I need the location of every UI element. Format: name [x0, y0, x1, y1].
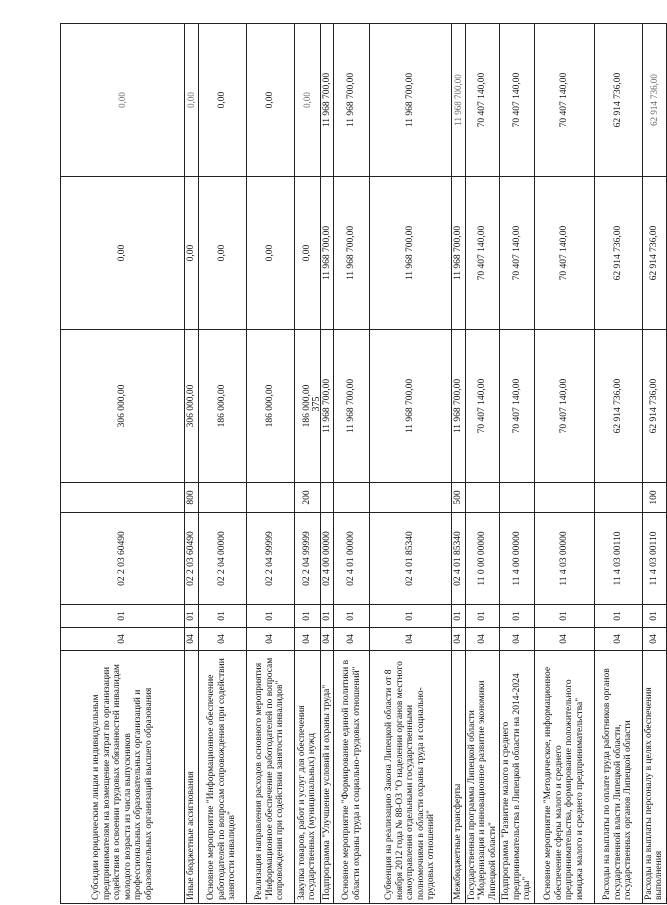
row-name: Основное мероприятие "Информационное обеспечение работодателей по вопросам сопровождения при содействии занятости инвалидов": [198, 651, 246, 904]
table-row: [642, 24, 666, 904]
section-code: 04: [61, 628, 185, 651]
table-row: [370, 24, 452, 904]
target-article-code: 11 0 00 00000: [465, 513, 500, 605]
amount-year-2: 70 407 140,00: [534, 177, 594, 330]
expense-type-code: 500: [452, 483, 466, 513]
expense-type-code: [320, 483, 334, 513]
target-article-code: 11 4 00 00000: [500, 513, 535, 605]
amount-year-1: 186 000,00: [246, 330, 294, 483]
row-name: Закупка товаров, работ и услуг для обеспечения государственных (муниципальных) нужд: [294, 651, 320, 904]
table-row: [198, 24, 246, 904]
row-name: Расходы на выплаты по оплате труда работников органов государственной власти Липецкой области, государственных органов Липецкой области: [594, 651, 642, 904]
section-code: 04: [334, 628, 370, 651]
target-article-code: 02 2 04 99999: [294, 513, 320, 605]
amount-year-3: 11 968 700,00: [320, 24, 334, 177]
amount-year-2: 0,00: [246, 177, 294, 330]
table-row: [452, 24, 466, 904]
expense-type-code: [61, 483, 185, 513]
expense-type-code: [500, 483, 535, 513]
amount-year-2: 11 968 700,00: [452, 177, 466, 330]
expense-type-code: [594, 483, 642, 513]
section-code: 04: [500, 628, 535, 651]
amount-year-1: 62 914 736,00: [642, 330, 666, 483]
amount-year-1: 70 407 140,00: [465, 330, 500, 483]
target-article-code: 02 4 01 85340: [452, 513, 466, 605]
subsection-code: 01: [320, 605, 334, 628]
subsection-code: 01: [534, 605, 594, 628]
subsection-code: 01: [465, 605, 500, 628]
amount-year-1: 70 407 140,00: [534, 330, 594, 483]
budget-table: [60, 23, 667, 904]
section-code: 04: [246, 628, 294, 651]
row-name: Реализация направления расходов основного мероприятия "Информационное обеспечение работодателей по вопросам сопровождения при содействии занятости инвалидов": [246, 651, 294, 904]
table-row: [334, 24, 370, 904]
amount-year-3: 11 968 700,00: [370, 24, 452, 177]
page-number: 375: [311, 396, 322, 412]
amount-year-1: 11 968 700,00: [320, 330, 334, 483]
amount-year-3: 0,00: [61, 24, 185, 177]
amount-year-2: 70 407 140,00: [500, 177, 535, 330]
amount-year-2: 11 968 700,00: [320, 177, 334, 330]
table-row: [465, 24, 500, 904]
amount-year-1: 11 968 700,00: [334, 330, 370, 483]
row-name: Основное мероприятие "Формирование единой политики в области охраны труда и социально-трудовых отношений": [334, 651, 370, 904]
amount-year-3: 0,00: [294, 24, 320, 177]
table-row: [246, 24, 294, 904]
subsection-code: 01: [594, 605, 642, 628]
subsection-code: 01: [61, 605, 185, 628]
subsection-code: 01: [294, 605, 320, 628]
amount-year-3: 70 407 140,00: [465, 24, 500, 177]
amount-year-2: 70 407 140,00: [465, 177, 500, 330]
row-name: Подпрограмма "Развитие малого и среднего предпринимательства в Липецкой области на 2014-2024 годы": [500, 651, 535, 904]
expense-type-code: [534, 483, 594, 513]
row-name: Расходы на выплаты персоналу в целях обеспечения выполнения: [642, 651, 666, 904]
amount-year-3: 0,00: [185, 24, 199, 177]
amount-year-3: 62 914 736,00: [594, 24, 642, 177]
expense-type-code: 800: [185, 483, 199, 513]
subsection-code: 01: [198, 605, 246, 628]
subsection-code: 01: [452, 605, 466, 628]
amount-year-2: 11 968 700,00: [370, 177, 452, 330]
section-code: 04: [370, 628, 452, 651]
amount-year-1: 11 968 700,00: [452, 330, 466, 483]
amount-year-3: 0,00: [198, 24, 246, 177]
section-code: 04: [294, 628, 320, 651]
table-row: [320, 24, 334, 904]
subsection-code: 01: [334, 605, 370, 628]
table-row: [294, 24, 320, 904]
amount-year-3: 62 914 736,00: [642, 24, 666, 177]
expense-type-code: 200: [294, 483, 320, 513]
row-name: Субвенция на реализацию Закона Липецкой области от 8 ноября 2012 года № 88-ОЗ "О наделении органов местного самоуправления отдельными государственными полномочиями в области охраны труда и социально-трудовых отношений": [370, 651, 452, 904]
table-row: [61, 24, 185, 904]
amount-year-1: 62 914 736,00: [594, 330, 642, 483]
section-code: 04: [452, 628, 466, 651]
subsection-code: 01: [642, 605, 666, 628]
target-article-code: 02 4 01 85340: [370, 513, 452, 605]
target-article-code: 11 4 03 00110: [642, 513, 666, 605]
section-code: 04: [465, 628, 500, 651]
expense-type-code: [246, 483, 294, 513]
amount-year-3: 11 968 700,00: [334, 24, 370, 177]
target-article-code: 11 4 03 00000: [534, 513, 594, 605]
amount-year-1: 306 000,00: [185, 330, 199, 483]
amount-year-2: 0,00: [294, 177, 320, 330]
amount-year-1: 11 968 700,00: [370, 330, 452, 483]
amount-year-3: 70 407 140,00: [534, 24, 594, 177]
target-article-code: 02 4 01 00000: [334, 513, 370, 605]
table-row: [500, 24, 535, 904]
budget-table-rotated: [60, 24, 664, 904]
amount-year-1: 70 407 140,00: [500, 330, 535, 483]
target-article-code: 02 2 04 00000: [198, 513, 246, 605]
amount-year-1: 186 000,00: [198, 330, 246, 483]
subsection-code: 01: [246, 605, 294, 628]
section-code: 04: [185, 628, 199, 651]
target-article-code: 02 4 00 00000: [320, 513, 334, 605]
subsection-code: 01: [500, 605, 535, 628]
amount-year-2: 62 914 736,00: [642, 177, 666, 330]
table-row: [594, 24, 642, 904]
section-code: 04: [642, 628, 666, 651]
target-article-code: 11 4 03 00110: [594, 513, 642, 605]
target-article-code: 02 2 03 60490: [61, 513, 185, 605]
amount-year-2: 0,00: [61, 177, 185, 330]
amount-year-3: 11 968 700,00: [452, 24, 466, 177]
row-name: Основное мероприятие "Методическое, информационное обеспечение сферы малого и среднего предпринимательства, формирование положительного имиджа малого и среднего предпринимательства": [534, 651, 594, 904]
table-body: [61, 24, 667, 904]
section-code: 04: [594, 628, 642, 651]
row-name: Подпрограмма "Улучшение условий и охраны труда": [320, 651, 334, 904]
amount-year-2: 62 914 736,00: [594, 177, 642, 330]
section-code: 04: [320, 628, 334, 651]
expense-type-code: [198, 483, 246, 513]
row-name: Государственная программа Липецкой области "Модернизация и инновационное развитие экономики Липецкой области": [465, 651, 500, 904]
row-name: Субсидии юридическим лицам и индивидуальным предпринимателям на возмещение затрат по организации содействия в освоении трудовых обязанностей инвалидам молодого возраста из числа выпускников профессиональных образовательных организаций и образовательных организаций высшего образования: [61, 651, 185, 904]
table-row: [534, 24, 594, 904]
amount-year-3: 0,00: [246, 24, 294, 177]
section-code: 04: [198, 628, 246, 651]
subsection-code: 01: [185, 605, 199, 628]
table-row: [185, 24, 199, 904]
row-name: Межбюджетные трансферты: [452, 651, 466, 904]
amount-year-3: 70 407 140,00: [500, 24, 535, 177]
target-article-code: 02 2 03 60490: [185, 513, 199, 605]
amount-year-1: 306 000,00: [61, 330, 185, 483]
expense-type-code: 100: [642, 483, 666, 513]
amount-year-2: 11 968 700,00: [334, 177, 370, 330]
expense-type-code: [334, 483, 370, 513]
amount-year-2: 0,00: [198, 177, 246, 330]
subsection-code: 01: [370, 605, 452, 628]
row-name: Иные бюджетные ассигнования: [185, 651, 199, 904]
expense-type-code: [465, 483, 500, 513]
target-article-code: 02 2 04 99999: [246, 513, 294, 605]
amount-year-2: 0,00: [185, 177, 199, 330]
expense-type-code: [370, 483, 452, 513]
amount-year-1: 186 000,00: [294, 330, 320, 483]
section-code: 04: [534, 628, 594, 651]
